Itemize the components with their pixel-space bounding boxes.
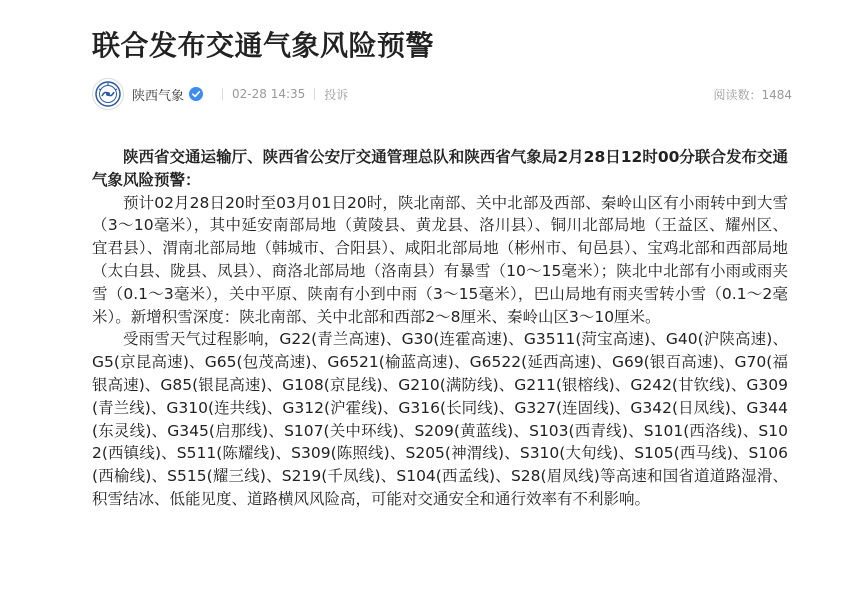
article-title: 联合发布交通气象风险预警 bbox=[92, 29, 435, 62]
read-count-label: 阅读数： bbox=[713, 87, 762, 102]
read-count bbox=[713, 86, 792, 103]
author-avatar[interactable] bbox=[92, 78, 124, 110]
article-body bbox=[92, 146, 788, 511]
author-name[interactable]: 陕西气象 bbox=[132, 88, 185, 104]
read-count-value: 1484 bbox=[761, 87, 792, 102]
meta-divider bbox=[314, 88, 315, 100]
impact-paragraph: 受雨雪天气过程影响，G22(青兰高速)、G30(连霍高速)、G3511(菏宝高速)、G40(沪陕高速)、G5(京昆高速)、G65(包茂高速)、G6521(榆蓝高速)、G6522(延西高速)、G69(银百高速)、G70(福银高速)、G85(银昆高速)、G108(京昆线)、G210(满防线)、G211(银榕线)、G242(甘钦线)、G309(青兰线)、G310(连共线)、G312(沪霍线)、G316(长同线)、G327(连固线)、G342(日凤线)、G344(东灵线)、G345(启那线)、S107(关中环线)、S209(黄蓝线)、S103(西青线)、S101(西洛线)、S102(西镇线)、S511(陈耀线)、S309(陈照线)、S205(神渭线)、S310(大旬线)、S105(西马线)、S106(西榆线)、S515(耀三线)、S219(千凤线)、S104(西孟线)、S28(眉凤线)等高速和国省道道路湿滑、积雪结冰、低能见度、道路横风风险高，可能对交通安全和通行效率有不利影响。 bbox=[92, 330, 788, 508]
meta-divider bbox=[222, 88, 223, 100]
meteorological-logo-icon bbox=[95, 81, 121, 107]
publish-datetime: 02-28 14:35 bbox=[232, 87, 306, 101]
lead-paragraph: 陕西省交通运输厅、陕西省公安厅交通管理总队和陕西省气象局2月28日12时00分联合发布交通气象风险预警： bbox=[92, 148, 788, 189]
verified-badge-icon bbox=[189, 87, 203, 101]
article-meta bbox=[92, 78, 792, 110]
complain-link[interactable]: 投诉 bbox=[324, 87, 349, 102]
forecast-paragraph: 预计02月28日20时至03月01日20时，陕北南部、关中北部及西部、秦岭山区有小雨转中到大雪（3～10毫米），其中延安南部局地（黄陵县、黄龙县、洛川县）、铜川北部局地（王益区、耀州区、宜君县）、渭南北部局地（韩城市、合阳县）、咸阳北部局地（彬州市、旬邑县）、宝鸡北部和西部局地（太白县、陇县、凤县）、商洛北部局地（洛南县）有暴雪（10～15毫米）；陕北中北部有小雨或雨夹雪（0.1～3毫米），关中平原、陕南有小到中雨（3～15毫米），巴山局地有雨夹雪转小雪（0.1～2毫米）。新增积雪深度：陕北南部、关中北部和西部2～8厘米、秦岭山区3～10厘米。 bbox=[92, 193, 788, 326]
